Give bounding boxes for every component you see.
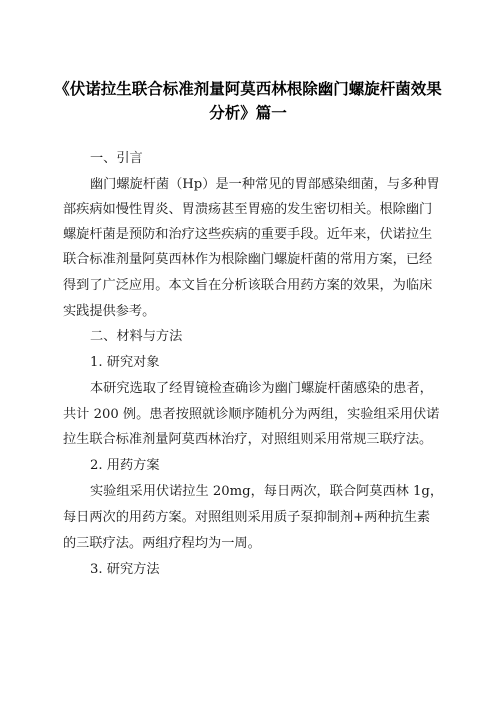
paragraph-line: 得到了广泛应用。本文旨在分析该联合用药方案的效果，为临床 [63,278,433,293]
paragraph-line: 幽门螺旋杆菌（Hp）是一种常见的胃部感染细菌，与多种胃 [90,177,440,192]
subsection-heading-methods: 3. 研究方法 [90,562,160,577]
subsection-heading-regimen: 2. 用药方案 [90,458,160,473]
paragraph-line: 实践提供参考。 [63,304,156,319]
document-title-line-2: 分析》篇一 [209,104,287,122]
section-heading-materials-methods: 二、材料与方法 [90,329,183,344]
document-title-line-1: 《伏诺拉生联合标准剂量阿莫西林根除幽门螺旋杆菌效果 [54,80,442,98]
paragraph-line: 每日两次的用药方案。对照组则采用质子泵抑制剂+两种抗生素 [63,510,431,525]
paragraph-line: 螺旋杆菌是预防和治疗这些疾病的重要手段。近年来，伏诺拉生 [63,227,433,242]
paragraph-line: 本研究选取了经胃镜检查确诊为幽门螺旋杆菌感染的患者， [90,381,433,396]
subsection-heading-subjects: 1. 研究对象 [90,355,160,370]
section-heading-introduction: 一、引言 [90,151,143,166]
paragraph-line: 实验组采用伏诺拉生 20mg，每日两次，联合阿莫西林 1g， [90,484,444,499]
paragraph-line: 的三联疗法。两组疗程均为一周。 [63,536,261,551]
paragraph-line: 部疾病如慢性胃炎、胃溃疡甚至胃癌的发生密切相关。根除幽门 [63,202,433,217]
paragraph-line: 共计 200 例。患者按照就诊顺序随机分为两组，实验组采用伏诺 [63,407,440,422]
paragraph-line: 联合标准剂量阿莫西林作为根除幽门螺旋杆菌的常用方案，已经 [63,252,433,267]
paragraph-line: 拉生联合标准剂量阿莫西林治疗，对照组则采用常规三联疗法。 [63,432,433,447]
